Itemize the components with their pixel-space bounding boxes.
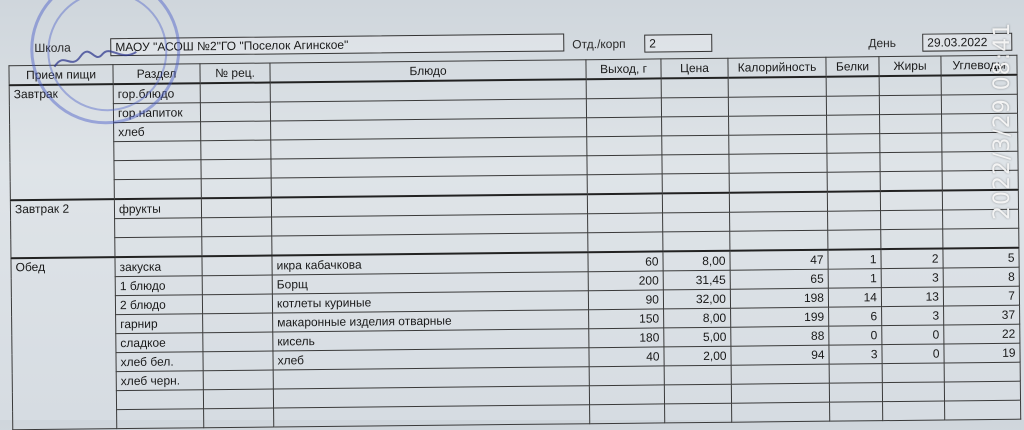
protein-cell: 14 xyxy=(828,288,881,308)
price-cell: 2,00 xyxy=(664,346,731,366)
col-meal: Прием пищи xyxy=(9,65,113,86)
col-carbs: Углеводы xyxy=(941,55,1017,75)
carbs-cell: 5 xyxy=(943,248,1019,268)
weight-cell: 40 xyxy=(589,347,664,367)
col-dish: Блюдо xyxy=(270,60,586,83)
col-protein: Белки xyxy=(826,57,879,77)
section-cell: гарнир xyxy=(116,314,203,334)
day-label: День xyxy=(868,35,897,51)
fat-cell: 3 xyxy=(881,268,943,288)
carbs-cell: 37 xyxy=(944,305,1020,325)
section-cell: гор.блюдо xyxy=(113,83,200,103)
dish-cell: хлеб xyxy=(273,348,589,370)
weight-cell: 180 xyxy=(589,328,664,348)
protein-cell: 3 xyxy=(829,345,882,365)
recipe-cell xyxy=(203,313,273,333)
section-cell: хлеб бел. xyxy=(116,352,203,372)
day-field: 29.03.2022 xyxy=(922,33,1012,52)
weight-cell: 60 xyxy=(588,251,663,271)
section-cell: 2 блюдо xyxy=(115,295,202,315)
calories-cell: 199 xyxy=(731,307,829,327)
fat-cell: 0 xyxy=(882,344,944,364)
weight-cell: 200 xyxy=(588,271,663,291)
dish-cell: Борщ xyxy=(272,272,588,294)
section-cell: закуска xyxy=(115,256,202,276)
carbs-cell: 7 xyxy=(943,286,1019,306)
price-cell: 32,00 xyxy=(663,289,730,309)
fat-cell: 13 xyxy=(881,287,943,307)
recipe-cell xyxy=(203,351,273,371)
weight-cell: 90 xyxy=(588,290,663,310)
calories-cell: 88 xyxy=(731,326,829,346)
meal-lunch: Обед xyxy=(11,257,117,430)
meal-breakfast: Завтрак xyxy=(9,84,114,200)
price-cell: 31,45 xyxy=(663,270,730,290)
meal-breakfast-2: Завтрак 2 xyxy=(10,199,115,258)
recipe-cell xyxy=(202,275,272,295)
calories-cell: 94 xyxy=(731,345,829,365)
protein-cell: 1 xyxy=(828,269,881,289)
calories-cell: 198 xyxy=(730,288,828,308)
fat-cell: 0 xyxy=(882,325,944,345)
school-label: Школа xyxy=(34,40,71,55)
price-cell: 8,00 xyxy=(664,308,731,328)
col-recipe-no: № рец. xyxy=(200,63,270,83)
calories-cell: 65 xyxy=(730,269,828,289)
protein-cell: 6 xyxy=(829,307,882,327)
section-cell: фрукты xyxy=(114,198,201,218)
col-calories: Калорийность xyxy=(728,57,826,78)
recipe-cell xyxy=(202,294,272,314)
dish-cell: макаронные изделия отварные xyxy=(273,310,589,332)
dish-cell: икра кабачкова xyxy=(272,252,588,275)
col-section: Раздел xyxy=(113,64,200,84)
fat-cell: 2 xyxy=(881,248,943,268)
col-weight: Выход, г xyxy=(586,59,661,79)
protein-cell: 1 xyxy=(828,249,881,269)
section-cell: хлеб черн. xyxy=(116,371,203,391)
fat-cell: 3 xyxy=(882,306,944,326)
carbs-cell: 19 xyxy=(944,343,1020,363)
price-cell: 5,00 xyxy=(664,327,731,347)
dish-cell: котлеты куриные xyxy=(272,291,588,313)
protein-cell: 0 xyxy=(829,326,882,346)
carbs-cell: 22 xyxy=(944,324,1020,344)
dish-cell: кисель xyxy=(273,329,589,351)
recipe-cell xyxy=(202,256,272,276)
department-field: 2 xyxy=(644,34,712,53)
section-cell: гор.напиток xyxy=(113,103,200,123)
section-cell: хлеб xyxy=(114,122,201,142)
timestamp-watermark: 2022/3/29 08:41 xyxy=(990,21,1015,220)
col-fat: Жиры xyxy=(879,56,941,76)
col-price: Цена xyxy=(661,58,728,78)
menu-table xyxy=(8,55,1021,430)
recipe-cell xyxy=(203,332,273,352)
department-label: Отд./корп xyxy=(572,36,626,52)
section-cell: 1 блюдо xyxy=(115,276,202,296)
school-field: МАОУ "АСОШ №2"ГО "Поселок Агинское" xyxy=(110,33,564,56)
price-cell: 8,00 xyxy=(663,251,730,271)
section-cell: сладкое xyxy=(116,333,203,353)
weight-cell: 150 xyxy=(589,309,664,329)
carbs-cell: 8 xyxy=(943,267,1019,287)
calories-cell: 47 xyxy=(730,250,828,271)
